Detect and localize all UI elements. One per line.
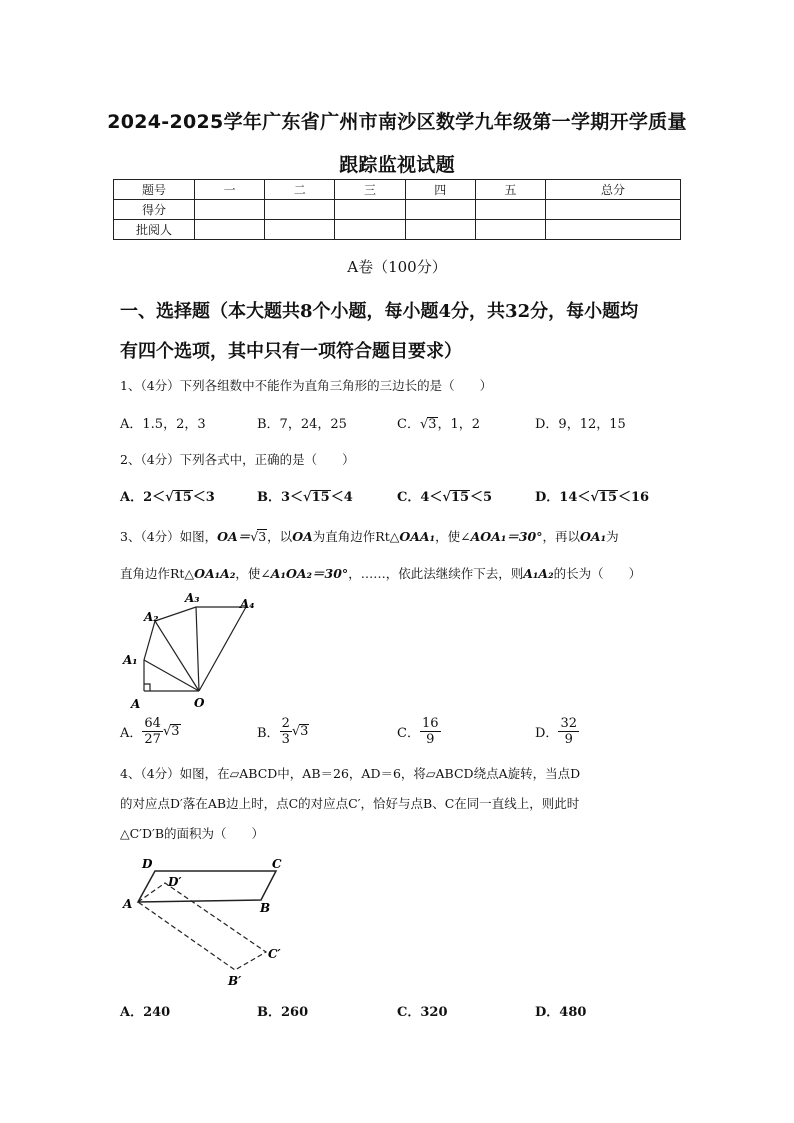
- q3-option-a-letter: A．: [120, 726, 143, 741]
- q3-text: ，使∠: [235, 566, 271, 581]
- section-heading-line2: 有四个选项，其中只有一项符合题目要求）: [120, 341, 462, 362]
- score-table-cell: 一: [195, 180, 265, 200]
- q4-parallelogram-rotated: [138, 883, 266, 970]
- radicand: 3: [171, 724, 180, 739]
- q3-text: ，以: [267, 529, 293, 544]
- q3-figure-right-angle: [144, 684, 150, 691]
- q3-text: 3、（4分）如图，: [120, 529, 218, 544]
- score-table-cell: 四: [405, 180, 475, 200]
- q4-label-c: C: [272, 857, 282, 871]
- score-table-cell[interactable]: [405, 220, 475, 240]
- fraction: [420, 716, 441, 747]
- q3-math: OAA₁: [399, 529, 436, 544]
- q2-option-d-prefix: D．14＜: [535, 490, 591, 505]
- q2-option-a-suffix: ＜3: [192, 490, 215, 505]
- q3-text: 为直角边作Rt△: [312, 529, 400, 544]
- q3-figure-line-a1: [144, 660, 199, 691]
- q4-figure: [118, 852, 298, 992]
- score-table-row: [114, 200, 681, 220]
- q3-text: 直角边作Rt△: [120, 566, 195, 581]
- q2-option-b-radicand: 15: [311, 490, 330, 505]
- score-table-cell: 得分: [114, 200, 195, 220]
- sqrt-sign: √: [165, 490, 174, 505]
- q4-label-d: D: [142, 857, 153, 871]
- score-table-cell: 五: [475, 180, 545, 200]
- q3-label-a1: A₁: [123, 653, 138, 667]
- page-subtitle: 跟踪监视试题: [339, 154, 455, 176]
- score-table-cell[interactable]: [546, 220, 681, 240]
- fraction: [558, 716, 579, 747]
- q3-figure-line-a3: [196, 607, 199, 691]
- numerator: 32: [560, 716, 577, 731]
- q3-math: OA＝: [217, 529, 251, 544]
- score-table-cell: 二: [265, 180, 335, 200]
- q3-option-b-letter: B．: [257, 726, 280, 741]
- q4-option-d[interactable]: D．480: [535, 1005, 587, 1020]
- q2-option-d-suffix: ＜16: [618, 490, 650, 505]
- q1-option-c-prefix: C．: [397, 417, 420, 432]
- numerator: 2: [281, 716, 290, 731]
- q2-option-c-prefix: C．4＜: [397, 490, 443, 505]
- q2-option-a-radicand: 15: [173, 490, 192, 505]
- q3-label-a2: A₂: [144, 610, 159, 624]
- q4-label-c-prime: C′: [268, 947, 281, 961]
- paper-part-heading: A卷（100分）: [347, 258, 447, 276]
- q4-label-d-prime: D′: [168, 875, 182, 889]
- q1-option-c-radicand: 3: [428, 417, 437, 432]
- score-table-cell: 批阅人: [114, 220, 195, 240]
- q4-parallelogram-abcd: [138, 871, 276, 902]
- q1-option-b[interactable]: B．7，24，25: [257, 417, 347, 432]
- q1-option-a[interactable]: A．1.5，2，3: [120, 417, 206, 432]
- q3-text: ，再以: [542, 529, 581, 544]
- q2-option-d[interactable]: [535, 486, 649, 505]
- q3-option-a[interactable]: [120, 716, 181, 747]
- q1-option-d[interactable]: D．9，12，15: [535, 417, 626, 432]
- q1-option-c-suffix: ，1，2: [437, 417, 481, 432]
- question-3-stem-line1: [120, 527, 619, 545]
- q4-label-b: B: [260, 901, 271, 915]
- radicand: 3: [300, 724, 309, 739]
- q3-label-a3: A₃: [185, 591, 200, 605]
- q3-label-o: O: [194, 696, 205, 710]
- score-table-cell[interactable]: [405, 200, 475, 220]
- q3-label-a: A: [131, 697, 141, 711]
- q3-math: OA: [292, 529, 313, 544]
- numerator: 64: [144, 716, 161, 731]
- q3-radicand: 3: [258, 529, 267, 544]
- q3-figure-line-a2: [155, 621, 199, 691]
- score-table-cell: 题号: [114, 180, 195, 200]
- q2-option-b[interactable]: [257, 486, 353, 505]
- sqrt-sign: √: [303, 490, 312, 505]
- question-1-stem: 1、（4分）下列各组数中不能作为直角三角形的三边长的是（ ）: [120, 378, 493, 393]
- q2-option-d-radicand: 15: [598, 490, 618, 505]
- question-2-stem: 2、（4分）下列各式中，正确的是（ ）: [120, 452, 355, 467]
- q2-option-b-prefix: B．3＜: [257, 490, 304, 505]
- question-4-stem-line1: 4、（4分）如图，在▱ABCD中，AB＝26，AD＝6，将▱ABCD绕点A旋转，当点D: [120, 766, 581, 781]
- q2-option-a[interactable]: [120, 486, 215, 505]
- score-table-cell[interactable]: [195, 220, 265, 240]
- q2-option-b-suffix: ＜4: [330, 490, 353, 505]
- q3-text: ，……，依此法继续作下去，则: [348, 566, 524, 581]
- q3-option-c-letter: C．: [397, 726, 420, 741]
- fraction: [280, 716, 292, 747]
- q3-text: ，使∠: [435, 529, 471, 544]
- score-table-cell[interactable]: [335, 200, 405, 220]
- q3-text: 的长为（ ）: [553, 566, 642, 581]
- denominator: 3: [281, 732, 290, 747]
- score-table-cell: 三: [335, 180, 405, 200]
- q3-label-a4: A₄: [240, 597, 255, 611]
- section-heading-line1: 一、选择题（本大题共8个小题，每小题4分，共32分，每小题均: [120, 301, 639, 322]
- q3-figure: [120, 588, 270, 713]
- sqrt-sign: √: [291, 724, 301, 739]
- question-4-stem-line3: △C′D′B的面积为（ ）: [120, 826, 265, 841]
- score-table-cell[interactable]: [265, 200, 335, 220]
- q3-math: AOA₁＝30°: [470, 529, 543, 544]
- score-table-cell[interactable]: [475, 220, 545, 240]
- q2-option-c-suffix: ＜5: [470, 490, 493, 505]
- sqrt-sign: √: [162, 724, 172, 739]
- q4-label-b-prime: B′: [228, 974, 242, 988]
- q4-option-c[interactable]: C．320: [397, 1005, 448, 1020]
- sqrt-sign: √: [250, 529, 259, 544]
- score-table-row: [114, 220, 681, 240]
- question-3-stem-line2: [120, 564, 641, 582]
- q3-option-c[interactable]: [397, 716, 441, 747]
- q4-option-a[interactable]: A．240: [120, 1005, 171, 1020]
- q3-option-d-letter: D．: [535, 726, 559, 741]
- denominator: 27: [144, 732, 161, 747]
- q2-option-c[interactable]: [397, 486, 492, 505]
- q4-label-a: A: [123, 897, 133, 911]
- q3-text: 为: [606, 529, 619, 544]
- fraction: [142, 716, 163, 747]
- q2-option-a-prefix: A．2＜: [120, 490, 166, 505]
- sqrt-sign: √: [442, 490, 451, 505]
- q3-math: A₁OA₂＝30°: [270, 566, 349, 581]
- page-title: 2024-2025学年广东省广州市南沙区数学九年级第一学期开学质量: [107, 111, 687, 133]
- denominator: 9: [426, 732, 435, 747]
- score-table: [113, 179, 681, 240]
- score-table-cell[interactable]: [335, 220, 405, 240]
- q4-option-b[interactable]: B．260: [257, 1005, 309, 1020]
- score-table-cell[interactable]: [546, 200, 681, 220]
- q2-option-c-radicand: 15: [450, 490, 470, 505]
- score-table-cell[interactable]: [195, 200, 265, 220]
- q3-figure-outer-path: [144, 607, 246, 691]
- question-4-stem-line2: 的对应点D′落在AB边上时，点C的对应点C′，恰好与点B、C在同一直线上，则此时: [120, 796, 580, 811]
- q3-option-b[interactable]: [257, 716, 309, 747]
- sqrt-sign: √: [419, 417, 429, 432]
- q1-option-c[interactable]: [397, 413, 480, 432]
- numerator: 16: [421, 716, 439, 731]
- sqrt-sign: √: [590, 490, 599, 505]
- score-table-cell: 总分: [546, 180, 681, 200]
- score-table-header-row: [114, 180, 681, 200]
- score-table-cell[interactable]: [265, 220, 335, 240]
- denominator: 9: [564, 732, 573, 747]
- q3-math: OA₁: [580, 529, 607, 544]
- q3-math: A₁A₂: [523, 566, 554, 581]
- score-table-cell[interactable]: [475, 200, 545, 220]
- q3-math: OA₁A₂: [194, 566, 236, 581]
- q3-option-d[interactable]: [535, 716, 579, 747]
